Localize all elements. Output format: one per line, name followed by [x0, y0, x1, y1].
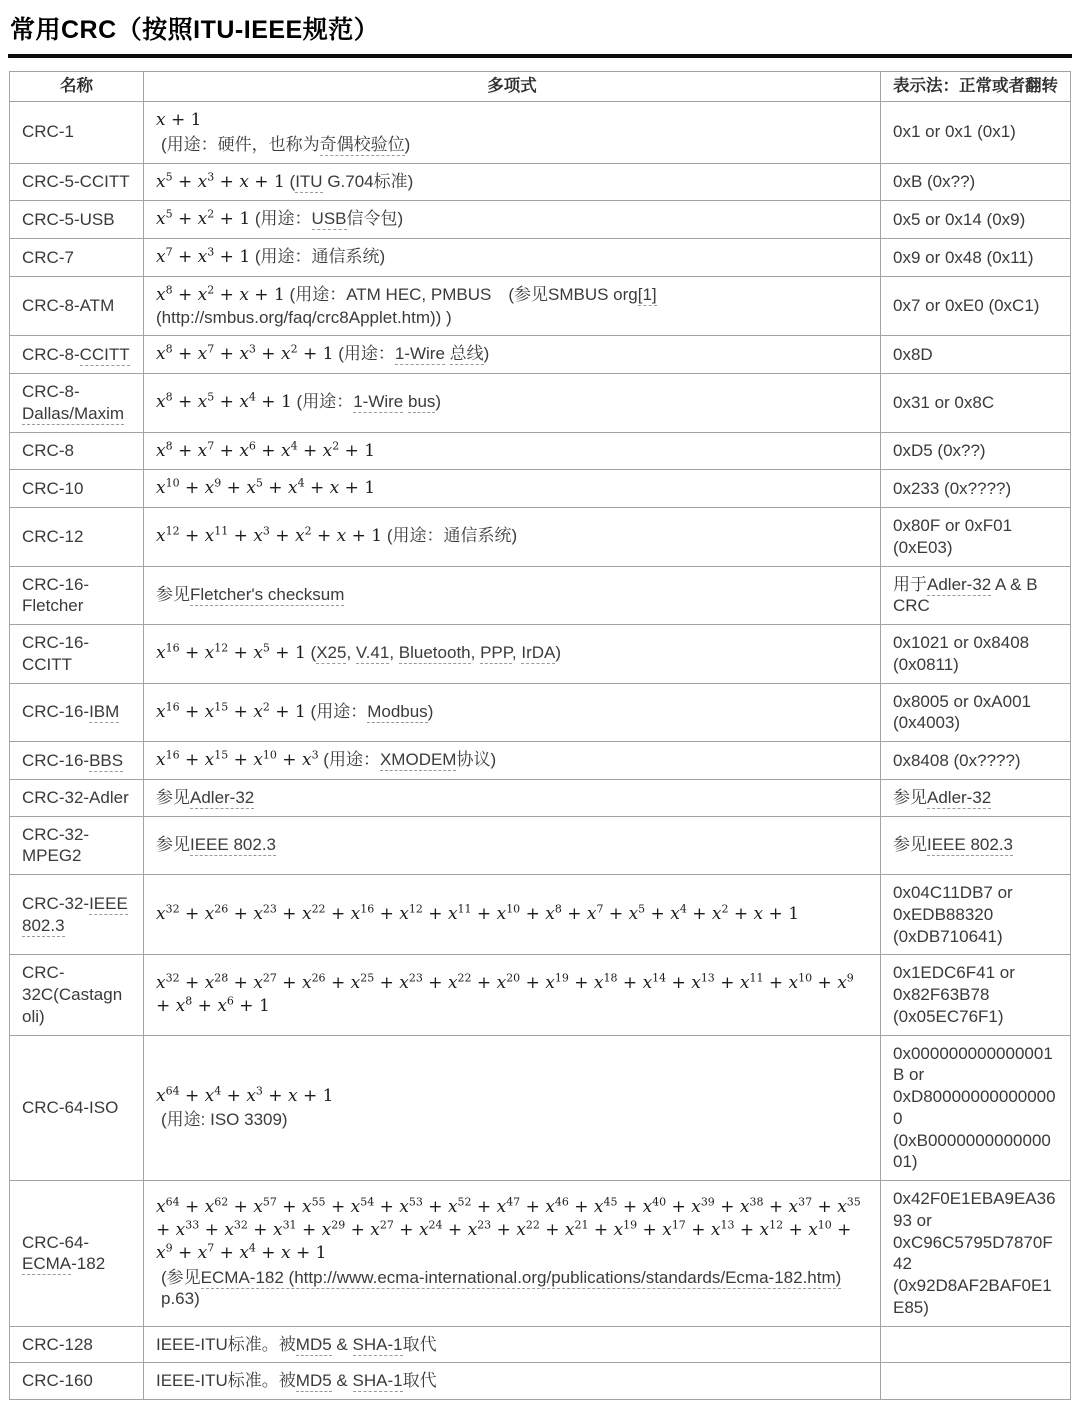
representation-cell: 0x42F0E1EBA9EA3693 or 0xC96C5795D7870F42 (0x92D8AF2BAF0E1E85): [881, 1181, 1071, 1327]
table-row: [10, 1363, 1071, 1400]
crc-table: [9, 71, 1071, 1400]
polynomial-cell: [144, 742, 881, 780]
polynomial-note: (用途：USB信令包): [254, 209, 404, 229]
name-cell: CRC-12: [10, 508, 144, 567]
polynomial-cell: [144, 470, 881, 508]
link-text[interactable]: Modbus: [367, 701, 428, 721]
polynomial-cell: [144, 1035, 881, 1181]
representation-cell: 0x8408 (0x????): [881, 742, 1071, 780]
name-cell: CRC-1: [10, 102, 144, 164]
column-header-representation: 表示法：正常或者翻转: [881, 72, 1071, 102]
link-text[interactable]: IEEE 802.3: [927, 835, 1014, 855]
link-text[interactable]: Bluetooth: [398, 643, 471, 663]
table-row: [10, 163, 1071, 201]
polynomial-cell: 参见Adler-32: [144, 779, 881, 816]
name-cell: CRC-16-CCITT: [10, 625, 144, 684]
name-cell: CRC-5-USB: [10, 201, 144, 239]
polynomial-note: (用途：1-Wire bus): [296, 392, 442, 412]
representation-cell: 参见IEEE 802.3: [881, 816, 1071, 875]
representation-cell: 0x80F or 0xF01 (0xE03): [881, 508, 1071, 567]
link-text[interactable]: 1-Wire: [394, 344, 445, 364]
polynomial-cell: 参见Fletcher's checksum: [144, 566, 881, 625]
name-cell: CRC-8-CCITT: [10, 336, 144, 374]
representation-cell: 0x233 (0x????): [881, 470, 1071, 508]
polynomial-formula: $x^7 + x^3 + 1$: [156, 245, 251, 268]
polynomial-cell: [144, 374, 881, 433]
link-text[interactable]: Adler-32: [190, 787, 255, 807]
table-row: [10, 508, 1071, 567]
column-header-name: 名称: [10, 72, 144, 102]
polynomial-cell: 参见IEEE 802.3: [144, 816, 881, 875]
polynomial-note: (用途：Modbus): [310, 701, 434, 721]
table-row: [10, 566, 1071, 625]
polynomial-cell: IEEE-ITU标准。被MD5 & SHA-1取代: [144, 1363, 881, 1400]
polynomial-cell: [144, 625, 881, 684]
link-text[interactable]: MD5: [295, 1371, 332, 1391]
name-cell: CRC-32C(Castagnoli): [10, 955, 144, 1035]
representation-cell: 0x8005 or 0xA001 (0x4003): [881, 683, 1071, 742]
polynomial-cell: [144, 102, 881, 164]
polynomial-formula: $x^{32} + x^{26} + x^{23} + x^{22} + x^{16} + x^{12} + x^{11} + x^{10} + x^8 + x^7 + x^5 + x^4 + x^2 + x + 1$: [156, 902, 800, 925]
polynomial-cell: [144, 201, 881, 239]
table-row: [10, 955, 1071, 1035]
name-cell: CRC-32-IEEE 802.3: [10, 875, 144, 955]
polynomial-formula: $x^8 + x^2 + x + 1$: [156, 283, 285, 305]
representation-cell: [881, 1326, 1071, 1363]
polynomial-formula: $x^5 + x^2 + 1$: [156, 207, 251, 230]
link-text[interactable]: XMODEM: [379, 750, 457, 770]
polynomial-formula: $x^8 + x^7 + x^6 + x^4 + x^2 + 1$: [156, 438, 376, 461]
representation-cell: [881, 1363, 1071, 1400]
link-text[interactable]: Adler-32: [927, 574, 992, 594]
column-header-polynomial: 多项式: [144, 72, 881, 102]
table-row: [10, 816, 1071, 875]
link-text[interactable]: [1]: [637, 284, 657, 304]
polynomial-formula: $x^{16} + x^{12} + x^5 + 1$: [156, 641, 306, 664]
polynomial-cell: [144, 163, 881, 201]
polynomial-note: (用途：1-Wire 总线): [338, 344, 490, 364]
table-body: [10, 102, 1071, 1400]
polynomial-formula: $x^{10} + x^9 + x^5 + x^4 + x + 1$: [156, 476, 376, 499]
name-cell: CRC-16-IBM: [10, 683, 144, 742]
representation-cell: 用于Adler-32 A & B CRC: [881, 566, 1071, 625]
link-text[interactable]: bus: [408, 392, 436, 412]
polynomial-formula: $x^5 + x^3 + x + 1$: [156, 169, 285, 192]
polynomial-note: (用途：ATM HEC, PMBUS (参见SMBUS org[1] (http://smbus.org/faq/crc8Applet.htm)) ): [156, 284, 657, 327]
polynomial-note: (X25, V.41, Bluetooth, PPP, IrDA): [310, 643, 562, 663]
name-cell: CRC-64-ECMA-182: [10, 1181, 144, 1327]
title-rule: [8, 6, 1072, 58]
polynomial-formula: x + 1: [156, 110, 202, 131]
link-text[interactable]: USB: [311, 209, 347, 229]
polynomial-note: (ITU G.704标准): [289, 171, 414, 191]
table-row: [10, 276, 1071, 336]
polynomial-cell: [144, 875, 881, 955]
representation-cell: 0x04C11DB7 or 0xEDB88320 (0xDB710641): [881, 875, 1071, 955]
link-text[interactable]: Fletcher's checksum: [190, 585, 345, 605]
link-text[interactable]: ITU: [295, 171, 323, 191]
representation-cell: 0x1 or 0x1 (0x1): [881, 102, 1071, 164]
link-text[interactable]: 奇偶校验位: [319, 134, 405, 154]
representation-cell: 0x9 or 0x48 (0x11): [881, 239, 1071, 277]
polynomial-formula: $x^8 + x^5 + x^4 + 1$: [156, 390, 292, 413]
polynomial-formula: $x^{64} + x^4 + x^3 + x + 1$: [156, 1083, 334, 1106]
link-text[interactable]: ECMA-182 (http://www.ecma-international.org/publications/standards/Ecma-182.htm): [200, 1267, 842, 1287]
link-text[interactable]: PPP: [480, 643, 512, 663]
name-cell: CRC-32-Adler: [10, 779, 144, 816]
name-cell: CRC-64-ISO: [10, 1035, 144, 1181]
name-cell: CRC-16-Fletcher: [10, 566, 144, 625]
link-text[interactable]: IBM: [89, 702, 120, 722]
link-text[interactable]: BBS: [89, 750, 124, 770]
polynomial-formula: $x^{32} + x^{28} + x^{27} + x^{26} + x^{25} + x^{23} + x^{22} + x^{20} + x^{19} + x^{18} + x^{14} + x^{13} + x^{11} + x^{10} + x^9 + x^8 + x^6 + 1$: [156, 971, 854, 1016]
polynomial-formula: $x^{12} + x^{11} + x^3 + x^2 + x + 1$: [156, 524, 383, 547]
representation-cell: 0xD5 (0x??): [881, 432, 1071, 470]
link-text[interactable]: 总线: [449, 344, 484, 364]
representation-cell: 0xB (0x??): [881, 163, 1071, 201]
table-row: [10, 1181, 1071, 1327]
name-cell: CRC-8-ATM: [10, 276, 144, 336]
page-title: 常用CRC（按照ITU-IEEE规范）: [10, 16, 380, 44]
link-text[interactable]: Adler-32: [927, 787, 992, 807]
table-row: [10, 1035, 1071, 1181]
polynomial-cell: IEEE-ITU标准。被MD5 & SHA-1取代: [144, 1326, 881, 1363]
table-row: [10, 201, 1071, 239]
representation-cell: 0x1EDC6F41 or 0x82F63B78 (0x05EC76F1): [881, 955, 1071, 1035]
polynomial-cell: [144, 239, 881, 277]
table-row: [10, 470, 1071, 508]
representation-cell: 0x000000000000001B or 0xD800000000000000 (0xB000000000000001): [881, 1035, 1071, 1181]
name-cell: CRC-8: [10, 432, 144, 470]
polynomial-formula: $x^{64} + x^{62} + x^{57} + x^{55} + x^{54} + x^{53} + x^{52} + x^{47} + x^{46} + x^{45} + x^{40} + x^{39} + x^{38} + x^{37} + x^{35} + x^{33} + x^{32} + x^{31} + x^{29} + x^{27} + x^{24} + x^{23} + x^{22} + x^{21} + x^{19} + x^{17} + x^{13} + x^{12} + x^{10} + x^9 + x^7$ + $x^4 + x + 1$: [156, 1195, 861, 1263]
link-text[interactable]: CCITT: [79, 344, 130, 364]
name-cell: CRC-16-BBS: [10, 742, 144, 780]
polynomial-note: (用途：通信系统): [254, 247, 386, 267]
representation-cell: 0x1021 or 0x8408 (0x0811): [881, 625, 1071, 684]
link-text[interactable]: ECMA: [22, 1254, 72, 1274]
polynomial-cell: [144, 1181, 881, 1327]
table-row: [10, 875, 1071, 955]
polynomial-note: (用途：通信系统): [386, 526, 518, 546]
link-text[interactable]: V.41: [355, 643, 390, 663]
link-text[interactable]: IEEE 802.3: [190, 835, 277, 855]
table-row: [10, 102, 1071, 164]
representation-cell: 0x31 or 0x8C: [881, 374, 1071, 433]
polynomial-note: (用途：XMODEM协议): [323, 750, 497, 770]
polynomial-cell: [144, 432, 881, 470]
link-text[interactable]: SHA-1: [352, 1334, 403, 1354]
table-row: [10, 239, 1071, 277]
link-text[interactable]: MD5: [295, 1334, 332, 1354]
table-row: [10, 625, 1071, 684]
link-text[interactable]: IrDA: [521, 643, 556, 663]
polynomial-cell: [144, 336, 881, 374]
table-row: [10, 432, 1071, 470]
polynomial-formula: $x^{16} + x^{15} + x^{10} + x^3$: [156, 748, 319, 771]
link-text[interactable]: Dallas/Maxim: [22, 403, 125, 423]
representation-cell: 0x7 or 0xE0 (0xC1): [881, 276, 1071, 336]
link-text[interactable]: 1-Wire: [353, 392, 404, 412]
representation-cell: 0x5 or 0x14 (0x9): [881, 201, 1071, 239]
table-row: [10, 683, 1071, 742]
name-cell: CRC-8-Dallas/Maxim: [10, 374, 144, 433]
polynomial-cell: [144, 955, 881, 1035]
polynomial-formula: $x^8 + x^7 + x^3 + x^2 + 1$: [156, 342, 334, 365]
table-row: [10, 779, 1071, 816]
polynomial-note: (用途: ISO 3309): [161, 1110, 288, 1130]
representation-cell: 0x8D: [881, 336, 1071, 374]
polynomial-note: (参见ECMA-182 (http://www.ecma-international.org/publications/standards/Ecma-182.htm) p.63): [161, 1267, 842, 1309]
name-cell: CRC-128: [10, 1326, 144, 1363]
name-cell: CRC-10: [10, 470, 144, 508]
polynomial-note: (用途：硬件，也称为奇偶校验位): [161, 134, 411, 154]
link-text[interactable]: SHA-1: [352, 1371, 403, 1391]
link-text[interactable]: X25: [316, 643, 347, 663]
polynomial-cell: [144, 683, 881, 742]
name-cell: CRC-5-CCITT: [10, 163, 144, 201]
representation-cell: 参见Adler-32: [881, 779, 1071, 816]
table-row: [10, 1326, 1071, 1363]
polynomial-formula: $x^{16} + x^{15} + x^2 + 1$: [156, 700, 306, 722]
name-cell: CRC-7: [10, 239, 144, 277]
polynomial-cell: [144, 508, 881, 567]
table-row: [10, 742, 1071, 780]
table-row: [10, 336, 1071, 374]
table-header-row: [10, 72, 1071, 102]
polynomial-cell: [144, 276, 881, 336]
table-row: [10, 374, 1071, 433]
name-cell: CRC-160: [10, 1363, 144, 1400]
link-text[interactable]: IEEE 802.3: [22, 893, 128, 935]
name-cell: CRC-32-MPEG2: [10, 816, 144, 875]
